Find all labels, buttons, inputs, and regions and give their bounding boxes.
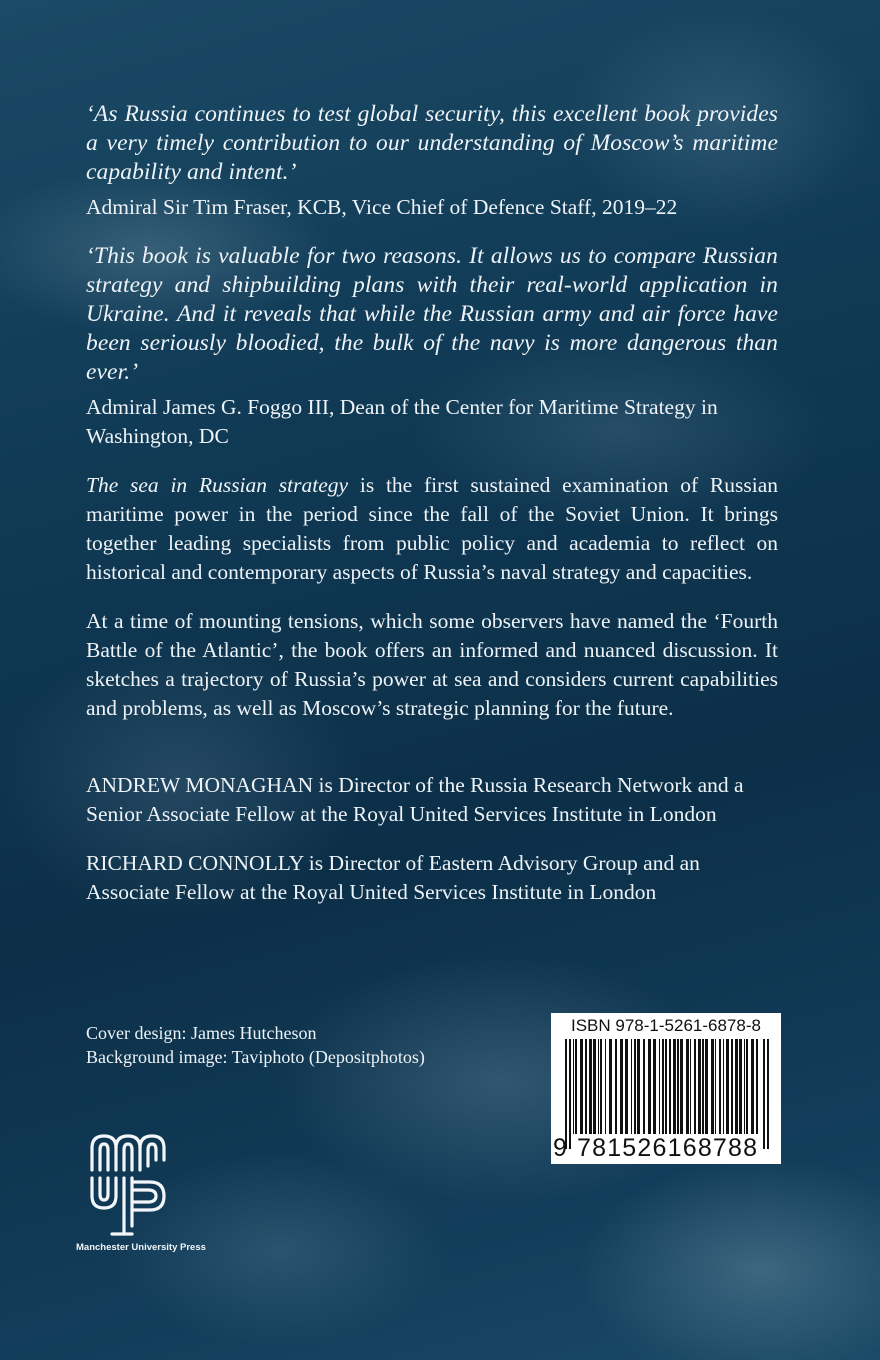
author-bio-2: RICHARD CONNOLLY is Director of Eastern Advisory Group and an Associate Fellow at the Royal United Services Institute in London <box>86 851 700 904</box>
barcode-bar <box>665 1039 667 1149</box>
barcode-bar <box>694 1039 696 1134</box>
barcode-bar <box>634 1039 636 1134</box>
barcode-bar <box>711 1039 714 1134</box>
barcode-bar <box>744 1039 745 1134</box>
isbn-barcode <box>551 1013 781 1164</box>
barcode-bar <box>620 1039 623 1134</box>
barcode-bar <box>719 1039 721 1134</box>
isbn-number: 781526168788 <box>577 1134 759 1162</box>
background-image-credit: Background image: Taviphoto (Depositphotos) <box>86 1047 425 1067</box>
barcode-bar <box>731 1039 733 1134</box>
barcode-bar <box>573 1039 574 1134</box>
barcode-bar <box>686 1039 689 1134</box>
barcode-bar <box>589 1039 592 1134</box>
isbn-digits <box>551 1134 781 1162</box>
barcode-bar <box>673 1039 676 1134</box>
barcode-bar <box>690 1039 691 1134</box>
barcode-bar <box>746 1039 748 1134</box>
barcode-bar <box>625 1039 628 1134</box>
barcode-bar <box>698 1039 701 1134</box>
book-title: The sea in Russian strategy <box>86 473 349 497</box>
barcode-bar <box>702 1039 704 1134</box>
barcode-bar <box>767 1039 769 1149</box>
barcode-bar <box>585 1039 587 1134</box>
barcode-bar <box>705 1039 708 1134</box>
barcode-bar <box>653 1039 656 1134</box>
image-credits <box>86 1021 425 1069</box>
barcode-bar <box>580 1039 583 1134</box>
endorsement-quote-2: ‘This book is valuable for two reasons. It allows us to compare Russian strategy and shipbuilding plans with their real-world application in Ukraine. And it reveals that while the Russian army and air force have been seriously bloodied, the bulk of the navy is more dangerous than ever.’ <box>86 243 778 385</box>
endorsement-attribution-1: Admiral Sir Tim Fraser, KCB, Vice Chief of Defence Staff, 2019–22 <box>86 195 678 219</box>
barcode-bar <box>648 1039 651 1134</box>
barcode-bar <box>565 1039 567 1149</box>
mup-logo-icon <box>86 1130 170 1240</box>
barcode-bar <box>598 1039 599 1134</box>
endorsement-quote-1: ‘As Russia continues to test global security, this excellent book provides a very timely contribution to our understanding of Moscow’s maritime capability and intent.’ <box>86 101 778 185</box>
barcode-bar <box>643 1039 645 1134</box>
barcode-bar <box>726 1039 729 1134</box>
barcode-bar <box>659 1039 660 1134</box>
description-paragraph-1-text: is the first sustained examination of Russian maritime power in the period since the fall of the Soviet Union. It brings together leading specialists from public policy and academia to reflect on historical and contemporary aspects of Russia’s naval strategy and capacities. <box>86 473 778 584</box>
publisher-name: Manchester University Press <box>76 1242 206 1253</box>
barcode-bar <box>669 1039 671 1149</box>
barcode-bar <box>680 1039 683 1134</box>
barcode-bar <box>763 1039 765 1149</box>
barcode-bar <box>677 1039 679 1134</box>
barcode-bar <box>735 1039 738 1134</box>
barcode-bar <box>615 1039 617 1134</box>
barcode-bar <box>609 1039 612 1134</box>
barcode-bar <box>569 1039 571 1149</box>
barcode-bar <box>631 1039 632 1134</box>
barcode-bar <box>662 1039 664 1134</box>
barcode-bar <box>593 1039 596 1134</box>
barcode-bar <box>751 1039 754 1134</box>
barcode-bar <box>715 1039 716 1134</box>
description-paragraph-1 <box>86 471 778 587</box>
barcode-bar <box>600 1039 602 1134</box>
barcode-bar <box>637 1039 640 1134</box>
barcode-bar <box>756 1039 758 1134</box>
author-bio-1: ANDREW MONAGHAN is Director of the Russia Research Network and a Senior Associate Fellow at the Royal United Services Institute in London <box>86 773 744 826</box>
description-paragraph-2: At a time of mounting tensions, which some observers have named the ‘Fourth Battle of the Atlantic’, the book offers an informed and nuanced discussion. It sketches a trajectory of Russia’s power at sea and considers current capabilities and problems, as well as Moscow’s strategic planning for the future. <box>86 609 778 720</box>
barcode-bar <box>739 1039 742 1134</box>
cover-text <box>86 100 778 907</box>
isbn-label: ISBN 978-1-5261-6878-8 <box>571 1016 761 1035</box>
endorsement-attribution-2: Admiral James G. Foggo III, Dean of the Center for Maritime Strategy in Washington, DC <box>86 395 718 448</box>
cover-design-credit: Cover design: James Hutcheson <box>86 1023 317 1043</box>
barcode-bar <box>723 1039 724 1134</box>
barcode-bar <box>605 1039 606 1134</box>
barcode-bar <box>575 1039 577 1134</box>
isbn-first-digit: 9 <box>553 1134 569 1162</box>
